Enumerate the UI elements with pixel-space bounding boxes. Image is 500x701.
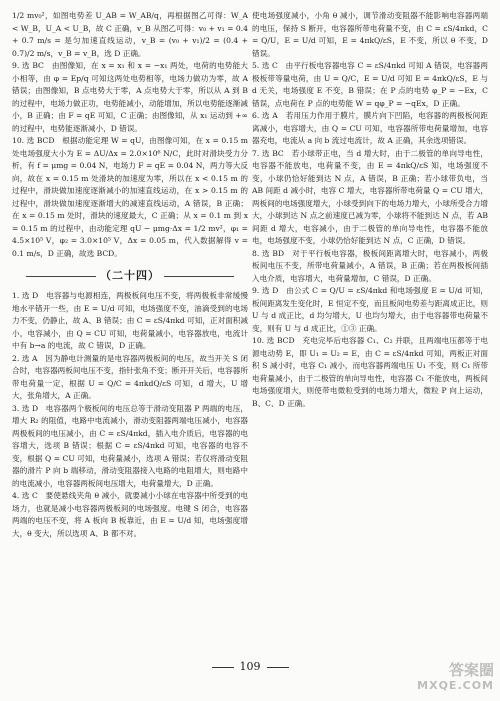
answer-paragraph: 8. 选 BD 对于平行板电容器，极板间距离增大时，电容减小，两极板间电压不变，所带电荷量减小，A 错误，B 正确；若在两极板间插入电介质，电容增大，电荷量增加，C 错误，D 正确。 — [252, 248, 488, 283]
answer-paragraph: 5. 选 C 由平行板电容器电容 C = εS/4πkd 可知 A 错误，电容器两极板带等量电荷，由 U = Q/C，E = U/d 可知 E = 4πkQ/εS，E 与 d 无关，电场强度 E 不变，B 错误；在 P 点的电势 φ_P = −Ex，C 错误，点电荷在 P 点的电势能 W = qφ_P = −qEx，D 正确。 — [252, 61, 488, 108]
section-heading-text: （二十四） — [100, 269, 160, 282]
section-heading — [12, 268, 248, 284]
watermark-logo — [402, 661, 494, 695]
watermark-bottom-text: MXQE.COM — [417, 679, 494, 692]
watermark-top-text: 答案圈 — [448, 661, 494, 679]
heading-rule — [26, 276, 96, 277]
answer-paragraph: 6. 选 A 若用压力作用于膜片，膜片向下凹陷，电容器的两极板间距离减小，电容增大，由 Q = CU 可知，电容器所带电荷量增加，电容器充电，电流从 a 向 b 流过电流计，故 A 正确，其余选项错误。 — [252, 111, 488, 145]
answer-paragraph: 使电场强度减小，小角 θ 减小，调节滑动变阻器不能影响电容器两端的电压，保持 S 断开，电容器所带电荷量不变，由 C = εS/4πkd，C = Q/U，E = U/d 可知，E = 4πkQ/εS，E 不变，所以 θ 不变，D 错误。 — [252, 11, 488, 58]
answer-paragraph: 3. 选 D 电容器两个极板间的电压总等于滑动变阻器 P 两端的电压，增大 R₂ 的阻值，电路中电流减小，滑动变阻器两端电压减小，电容器两极板间的电压减小，由 C = εS/4πkd，插入电介质后，电容器的电容增大，选项 B 错误；根据 C = εS/4πkd 可知，电容器的电容不变，根据 Q = CU 可知，电荷量减小，选项 A 错误；若仅将滑动变阻器的滑片 P 向 b 端移动，滑动变阻器接入电路的电阻增大，则电路中的电流减小，电容器两板间电压增大，电荷量增大，D 正确。 — [12, 403, 248, 488]
page-number-dash — [267, 667, 289, 668]
page-number-dash — [212, 667, 234, 668]
answer-paragraph: 2. 选 A 因为静电计测量的是电容器两极板间的电压，故当开关 S 闭合时，电容器两板间电压不变，指针张角不变；断开开关后，电容器所带电荷量一定，根据 U = Q/C = 4πkdQ/εS 可知，d 增大，U 增大，张角增大，A 正确。 — [12, 353, 248, 400]
answer-paragraph: 9. 选 BC 由图像知，在 x = x₁ 和 x = −x₁ 两处，电荷的电势能大小相等，由 φ = Ep/q 可知这两处电势相等，电场力做功为零，故 A 错误；由图像知，B 点电势大于零，A 点电势大于零，所以从 A 到 B 的过程中，电场力做正功，电势能减小，动能增加，所以电势能逐渐减小，B 正确；由 F = qE 可知，C 正确；由图像知，从 x₁ 运动到 +∞ 的过程中，电势能逐渐减小，D 错误。 — [12, 61, 248, 133]
right-column — [252, 10, 488, 665]
answer-paragraph: 1/2 mv₀²，如图电势差 U_AB = W_AB/q，再根据图乙可得：W_A < W_B，U_A < U_B，故 C 正确，v_B 从图乙可得：v₀ + v₁ = 0.4 + 0.7 m/s = 是匀加速直线运动，v_B = (v₀ + v₁)/2 = (0.4 + 0.7)/2 m/s，v_B = v_B，选 D 正确。 — [12, 11, 248, 58]
page-number-text: 109 — [239, 660, 261, 673]
answer-paragraph: 10. 选 BCD 根据动能定理 W = qU，由图像可知，在 x = 0.15 m 处电场强度大小为 E = ΔU/Δx = 2.0×10⁶ N/C，此时对滑块受力分析，有 f = μmg = 0.04 N，电场力 F = qE = 0.04 N，两力等大反向，故在 x = 0.15 m 处滑块的加速度为零，所以在 x < 0.15 m 的过程中，滑块做加速度逐渐减小的加速直线运动，在 x > 0.15 m 的过程中，滑块做加速度逐渐增大的减速直线运动，A 错误，B 正确；在 x = 0.15 m 处时，滑块的速度最大，C 正确；从 x = 0.1 m 到 x = 0.15 m 的过程中，由动能定理 qU − μmg·Δx = 1/2 mv²，φ₁ = 4.5×10⁵ V，φ₂ = 3.0×10⁵ V，Δx = 0.05 m，代入数据解得 v = 0.1 m/s，D 正确，故选 BCD。 — [12, 136, 248, 258]
answer-paragraph: 1. 选 D 电容器与电源相连，两极板间电压不变，将两极板非常缓慢地水平错开一些，由 E = U/d 可知，电场强度不变，油滴受到的电场力不变，仍静止，故 A、B 错误；由 C = εS/4πkd 可知，正对面积减小，电容减小，由 Q = CU 可知，电荷量减小，电容器放电，电流计中有 b→a 的电流，故 C 错误，D 正确。 — [12, 291, 248, 350]
heading-rule — [164, 276, 234, 277]
answer-paragraph: 9. 选 D 由公式 C = Q/U = εS/4πkd 和电场强度 E = U/d 可知，板间距离发生变化时，E 恒定不变，而且板间电势差与距离成正比，则 U 与 d 成正比，d 均匀增大，U 也均匀增大，由于电容器带电荷量不变，则有 U 与 d 成正比，①③ 正确。 — [252, 286, 488, 333]
left-column — [12, 10, 248, 665]
answer-paragraph: 7. 选 BC 若小球带正电，当 d 增大时，由于二极管的单向导电性，电容器不能放电，电荷量不变，由 E = 4πkQ/εS 知，电场强度不变，小球仍恰好能到达 N 点，A 错误，B 正确；若小球带负电，当 AB 间距 d 减小时，电容 C 增大，电容器所带电荷量 Q = CU 增大，两板间的电场强度增大，小球受到向下的电场力增大，小球所受合力增大，小球到达 N 点之前速度已减为零，小球将不能到达 N 点，若 AB 间距 d 增大，电容减小，由于二极管的单向导电性，电容器不能放电，电场强度不变，小球仍恰好能到达 N 点，C 正确，D 错误。 — [252, 148, 488, 245]
answer-paragraph: 4. 选 C 要使悬线夹角 θ 减小，就要减小小球在电容器中所受到的电场力，也就是减小电容器两极板间的电场强度。电键 S 闭合，电容器两端的电压不变，将 A 板向 B 板靠近，由 E = U/d 知，电场强度增大，θ 变大，所以选项 A、B 都不对。 — [12, 491, 248, 538]
answer-paragraph: 10. 选 BCD 充电完毕后电容器 C₁、C₂ 并联，且两端电压都等于电源电动势 E，即 U₁ = U₂ = E，由 C = εS/4πkd 可知，两板正对面积 S 减小时，电容 C₁ 减小，而电容器两端电压 U₁ 不变，则 C₁ 所带电荷量减小，由于二极管的单向导电性，电容器 C₁ 不能放电，两板间电场强度增大，则使带电微粒受到的电场力增大，微粒 P 向上运动，B、C、D 正确。 — [252, 336, 488, 408]
